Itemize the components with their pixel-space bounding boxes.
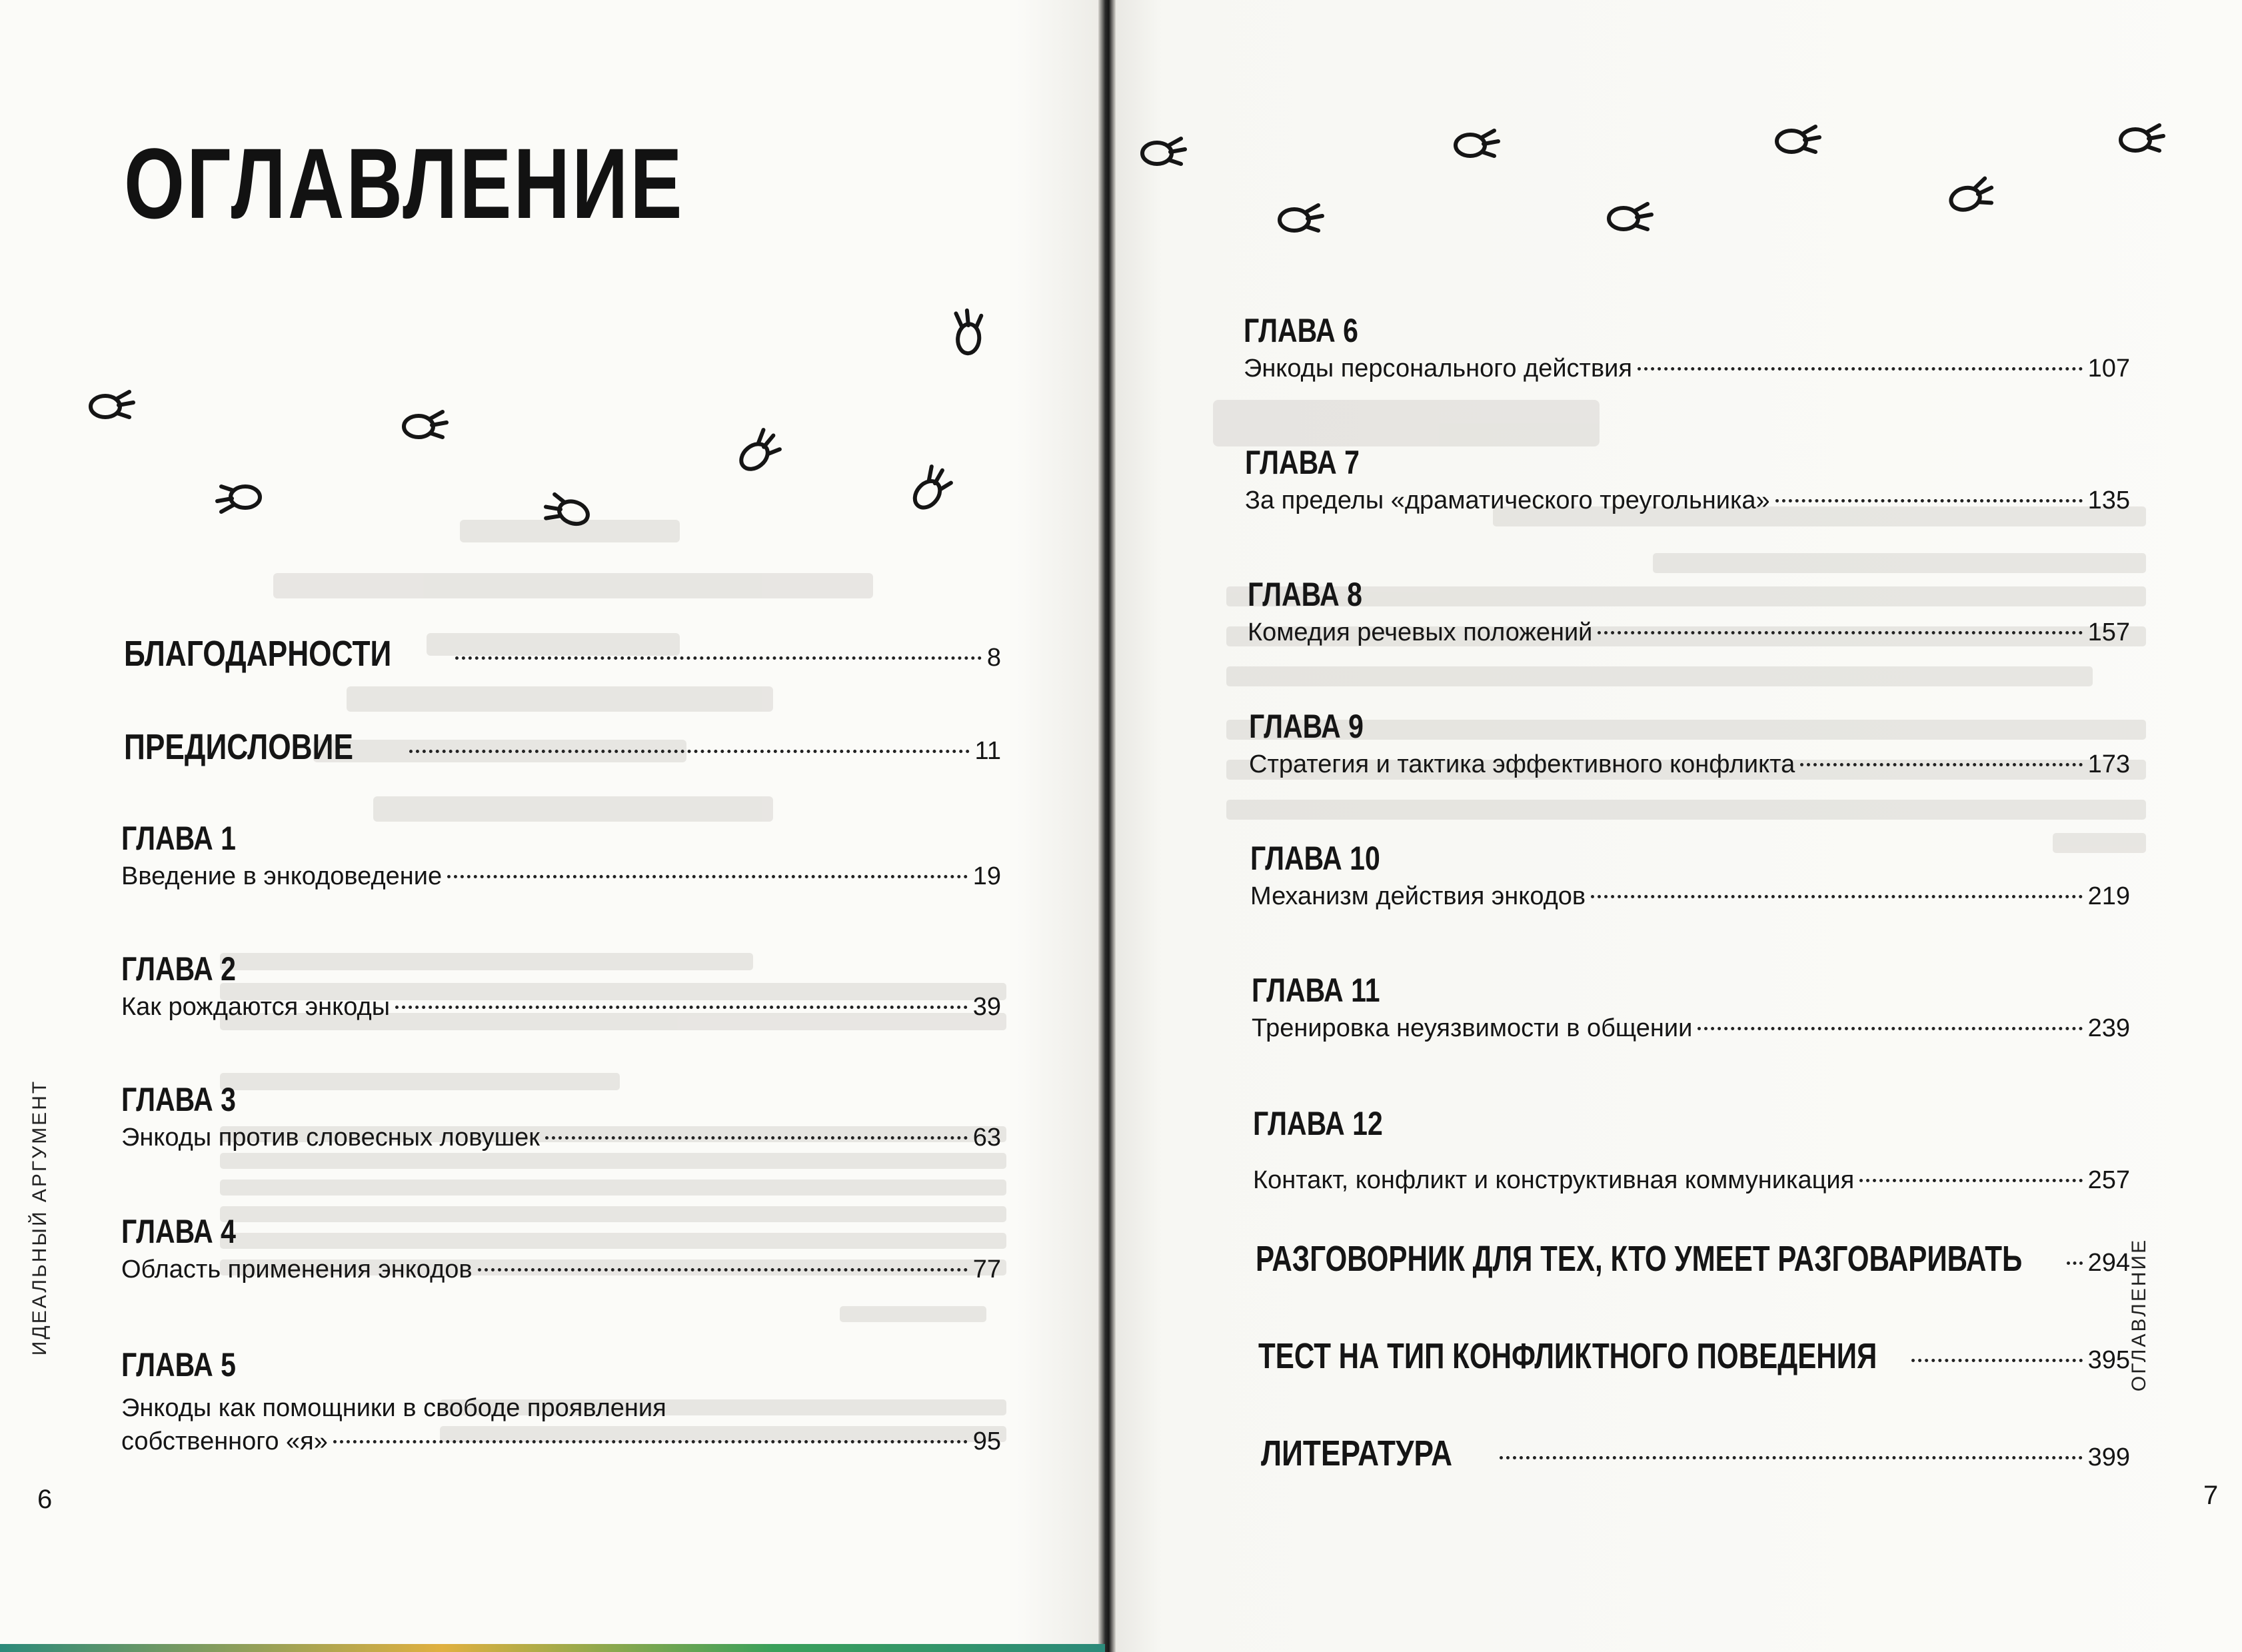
leader-dots [447, 875, 968, 878]
leader-dots [478, 1268, 968, 1271]
toc-entry-title: Стратегия и тактика эффективного конфликта [1249, 750, 1795, 778]
toc-entry-title: Как рождаются энкоды [121, 993, 391, 1021]
chapter-label: ГЛАВА 9 [1249, 708, 1364, 745]
toc-page-number: 11 [974, 737, 1001, 765]
toc-page-number: 294 [2087, 1249, 2130, 1277]
chapter-label: ГЛАВА 10 [1250, 840, 1380, 877]
toc-entry-title: ЛИТЕРАТУРА [1261, 1433, 1453, 1473]
toc-page-number: 77 [972, 1255, 1001, 1283]
toc-entry-title: БЛАГОДАРНОСТИ [124, 634, 392, 674]
toc-entry-title: Тренировка неуязвимости в общении [1252, 1014, 1693, 1042]
toc-entry-acknowledgements[interactable] [124, 633, 1001, 674]
footprint-icon [1604, 197, 1656, 236]
footprint-icon [1771, 120, 1823, 159]
toc-page-number: 107 [2087, 355, 2130, 383]
leader-dots [2067, 1261, 2083, 1265]
chapter-label: ГЛАВА 2 [121, 950, 236, 988]
toc-entry-title: ПРЕДИСЛОВИЕ [124, 727, 354, 767]
toc-page-number: 8 [986, 644, 1001, 672]
toc-page-number: 239 [2087, 1014, 2130, 1042]
toc-entry-chapter-9[interactable] [1249, 706, 2130, 779]
toc-page-number: 19 [972, 862, 1001, 890]
leader-dots [395, 1006, 968, 1009]
leader-dots [1500, 1456, 2082, 1459]
leader-dots [1638, 367, 2083, 371]
toc-entry-literature[interactable] [1261, 1433, 2130, 1474]
toc-entry-chapter-2[interactable] [121, 949, 1001, 1022]
toc-page-number: 157 [2087, 618, 2130, 646]
chapter-label: ГЛАВА 12 [1253, 1105, 1383, 1142]
toc-page-number: 39 [972, 993, 1001, 1021]
leader-dots [1800, 763, 2082, 766]
leader-dots [1697, 1027, 2082, 1030]
toc-entry-title: За пределы «драматического треугольника» [1245, 486, 1770, 514]
page-title: ОГЛАВЛЕНИЕ [124, 127, 684, 239]
page-number-right: 7 [2203, 1481, 2219, 1510]
footprint-icon [213, 480, 265, 518]
toc-entry-title: Комедия речевых положений [1248, 618, 1593, 646]
chapter-label: ГЛАВА 4 [121, 1213, 236, 1250]
toc-entry-title-line1: Энкоды как помощники в свободе проявления [121, 1394, 666, 1422]
toc-page-number: 395 [2087, 1346, 2130, 1374]
toc-entry-title: собственного «я» [121, 1427, 328, 1455]
toc-entry-chapter-10[interactable] [1250, 838, 2130, 911]
footprint-icon [946, 305, 989, 361]
toc-entry-chapter-12[interactable] [1253, 1104, 2130, 1195]
toc-page-number: 399 [2087, 1443, 2130, 1471]
toc-entry-title: Механизм действия энкодов [1250, 882, 1586, 910]
toc-entry-title: Контакт, конфликт и конструктивная коммуникация [1253, 1166, 1855, 1194]
toc-page-number: 135 [2087, 486, 2130, 514]
leader-dots [1911, 1359, 2083, 1362]
toc-entry-chapter-7[interactable] [1245, 442, 2130, 515]
footprint-icon [85, 385, 137, 424]
toc-entry-title: Энкоды персонального действия [1244, 355, 1632, 383]
toc-entry-chapter-4[interactable] [121, 1212, 1001, 1284]
toc-entry-preface[interactable] [124, 726, 1001, 768]
toc-entry-chapter-11[interactable] [1252, 970, 2130, 1043]
footprint-icon [399, 405, 451, 444]
running-head-section: ОГЛАВЛЕНИЕ [2128, 1238, 2150, 1392]
toc-entry-title: Область применения энкодов [121, 1255, 473, 1283]
toc-entry-phrasebook[interactable] [1256, 1238, 2130, 1279]
toc-entry-chapter-8[interactable] [1248, 574, 2130, 647]
leader-dots [333, 1440, 968, 1443]
toc-entry-title: РАЗГОВОРНИК ДЛЯ ТЕХ, КТО УМЕЕТ РАЗГОВАРИВАТЬ [1256, 1239, 2023, 1279]
running-head-book-title: ИДЕАЛЬНЫЙ АРГУМЕНТ [29, 1079, 51, 1356]
chapter-label: ГЛАВА 7 [1245, 444, 1360, 481]
toc-entry-chapter-6[interactable] [1244, 311, 2130, 383]
leader-dots [1859, 1179, 2082, 1182]
chapter-label: ГЛАВА 8 [1248, 576, 1362, 613]
footprint-icon [1450, 124, 1502, 163]
toc-page-number: 173 [2087, 750, 2130, 778]
toc-entry-chapter-3[interactable] [121, 1080, 1001, 1152]
toc-entry-title: Энкоды против словесных ловушек [121, 1124, 540, 1152]
toc-page-number: 257 [2087, 1166, 2130, 1194]
footprint-icon [1137, 132, 1189, 171]
footprint-icon [1274, 199, 1326, 237]
leader-dots [545, 1136, 968, 1140]
page-number-left: 6 [37, 1485, 53, 1514]
leader-dots [409, 750, 970, 753]
leader-dots [1591, 895, 2082, 898]
toc-entry-conflict-test[interactable] [1258, 1335, 2130, 1377]
toc-page-number: 95 [972, 1427, 1001, 1455]
toc-entry-chapter-1[interactable] [121, 818, 1001, 891]
toc-entry-title: Введение в энкодоведение [121, 862, 443, 890]
chapter-label: ГЛАВА 5 [121, 1346, 236, 1383]
chapter-label: ГЛАВА 1 [121, 820, 236, 857]
leader-dots [1598, 631, 2082, 634]
toc-entry-chapter-5[interactable] [121, 1345, 1001, 1456]
chapter-label: ГЛАВА 3 [121, 1081, 236, 1118]
footprint-icon [2115, 119, 2167, 157]
leader-dots [455, 656, 981, 660]
toc-page-number: 219 [2087, 882, 2130, 910]
toc-entry-title: ТЕСТ НА ТИП КОНФЛИКТНОГО ПОВЕДЕНИЯ [1258, 1336, 1877, 1376]
chapter-label: ГЛАВА 11 [1252, 972, 1380, 1009]
chapter-label: ГЛАВА 6 [1244, 312, 1358, 349]
leader-dots [1775, 499, 2083, 502]
toc-page-number: 63 [972, 1124, 1001, 1152]
